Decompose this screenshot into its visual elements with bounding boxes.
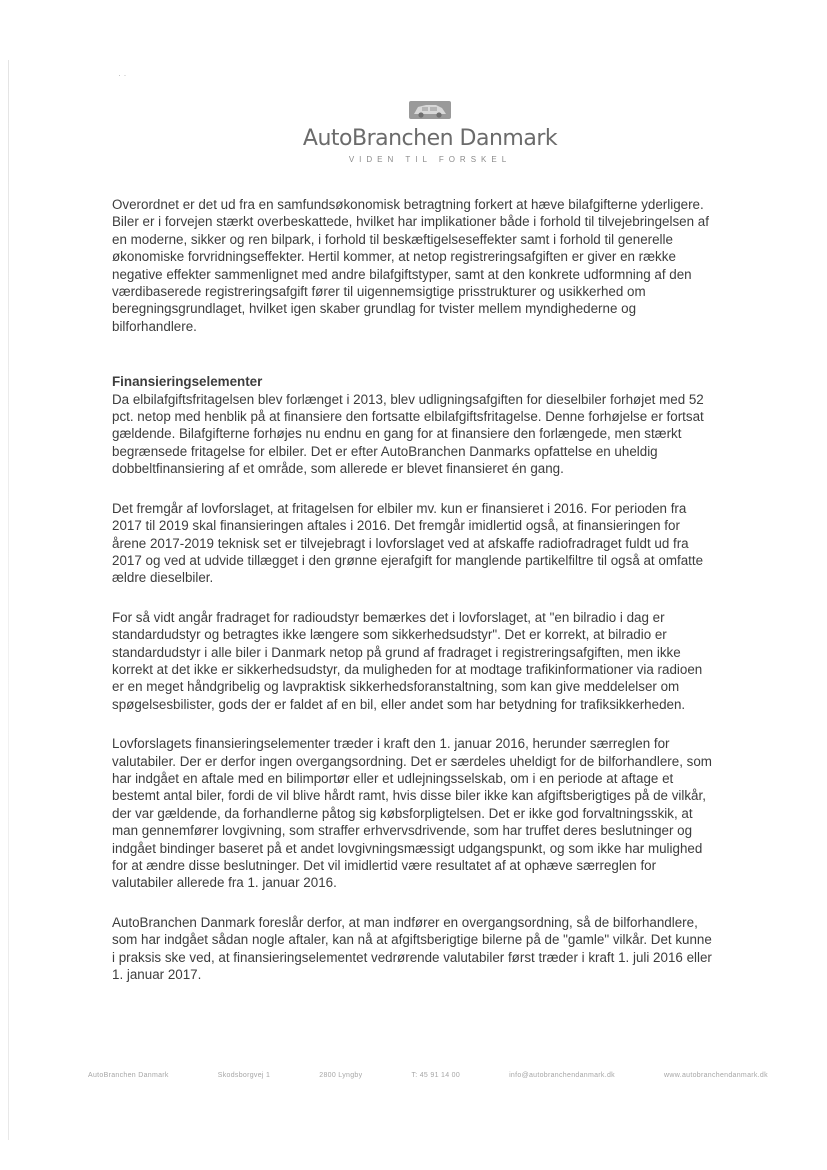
paragraph-fin-4: Lovforslagets finansieringselementer træder i kraft den 1. januar 2016, herunder særreglen for valutabiler. Der er derfor ingen overgangsordning. Det er særdeles uheldigt for de bilforhandlere, som har indgået en aftale med en bilimportør eller et udlejningsselskab, om i en periode at aftage et bestemt antal biler, fordi de vil blive hårdt ramt, hvis disse biler ikke kan afgiftsberigtiges på de vilkår, der var gældende, da forhandlerne påtog sig købsforpligtelsen. Det er ikke god forvaltningsskik, at man gennemfører lovgivning, som straffer erhvervsdrivende, som har truffet deres beslutninger og indgået bindinger baseret på et andet lovgivningsmæssigt udgangspunkt, og som ikke har mulighed for at ændre disse beslutninger. Det vil imidlertid være resultatet af at ophæve særreglen for valutabiler allerede fra 1. januar 2016.	[112, 736, 712, 891]
scan-stray-mark: · ·	[118, 70, 127, 80]
section-heading-finansiering: Finansieringselementer	[112, 374, 263, 390]
letter-footer	[88, 1072, 768, 1079]
footer-address: Skodsborgvej 1	[217, 1072, 271, 1079]
scan-edge-line	[8, 60, 9, 1140]
paragraph-fin-5: AutoBranchen Danmark foreslår derfor, at man indfører en overgangsordning, så de bilforhandlere, som har indgået sådan nogle aftaler, kan nå at afgiftsberigtige bilerne på de "gamle" vilkår. Det kunne i praksis ske ved, at finansieringselementet vedrørende valutabiler først træder i kraft 1. juli 2016 eller 1. januar 2017.	[112, 914, 712, 983]
footer-email: info@autobranchendanmark.dk	[509, 1072, 615, 1079]
letterhead-logo	[300, 98, 560, 164]
paragraph-intro: Overordnet er det ud fra en samfundsøkonomisk betragtning forkert at hæve bilafgifterne yderligere. Biler er i forvejen stærkt overbeskattede, hvilket har implikationer både i forhold til tilvejebringelsen af en moderne, sikker og ren bilpark, i forhold til beskæftigelseseffekter samt i forhold til generelle økonomiske forvridningseffekter. Hertil kommer, at netop registreringsafgiften er giver en række negative effekter sammenlignet med andre bilafgiftstyper, samt at den konkrete udformning af den værdibaserede registreringsafgift fører til uigennemsigtige prisstrukturer og usikkerhed om beregningsgrundlaget, hvilket igen skaber grundlag for tvister mellem myndighederne og bilforhandlere.	[112, 197, 709, 334]
footer-city: 2800 Lyngby	[319, 1072, 363, 1079]
footer-website: www.autobranchendanmark.dk	[664, 1072, 768, 1079]
letter-body	[112, 196, 712, 1005]
company-tagline: VIDEN TIL FORSKEL	[348, 155, 512, 164]
paragraph-fin-3: For så vidt angår fradraget for radioudstyr bemærkes det i lovforslaget, at "en bilradio i dag er standardudstyr og betragtes ikke længere som sikkerhedsudstyr". Det er korrekt, at bilradio er standardudstyr i alle biler i Danmark netop på grund af fradraget i registreringsafgiften, men ikke korrekt at det ikke er sikkerhedsudstyr, da muligheden for at modtage trafikinformationer via radioen er en meget håndgribelig og lavpraktisk sikkerhedsforanstaltning, som kan give meddelelser om spøgelsesbilister, gods der er faldet af en bil, eller andet som har betydning for trafiksikkerheden.	[112, 609, 703, 712]
paragraph-fin-1: Da elbilafgiftsfritagelsen blev forlænget i 2013, blev udligningsafgiften for dieselbiler forhøjet med 52 pct. netop med henblik på at finansiere den fortsatte elbilafgiftsfritagelse. Denne forhøjelse er fortsat gældende. Bilafgifterne forhøjes nu endnu en gang for at finansiere den forlængede, men stærkt begrænsede fritagelse for elbiler. Det er efter AutoBranchen Danmarks opfattelse en uheldig dobbeltfinansiering af et område, som allerede er blevet finansieret én gang.	[112, 391, 704, 477]
footer-phone: T: 45 91 14 00	[411, 1072, 461, 1079]
paragraph-fin-2: Det fremgår af lovforslaget, at fritagelsen for elbiler mv. kun er finansieret i 2016. For perioden fra 2017 til 2019 skal finansieringen aftales i 2016. Det fremgår imidlertid også, at finansieringen for årene 2017-2019 teknisk set er tilvejebragt i lovforslaget ved at afskaffe radiofradraget fuldt ud fra 2017 og ved at udvide tillægget i den grønne ejerafgift for manglende partikelfiltre til også at omfatte ældre dieselbiler.	[112, 500, 704, 586]
company-name: AutoBranchen Danmark	[302, 126, 558, 151]
car-emblem-icon	[408, 98, 452, 122]
footer-company: AutoBranchen Danmark	[88, 1072, 169, 1079]
